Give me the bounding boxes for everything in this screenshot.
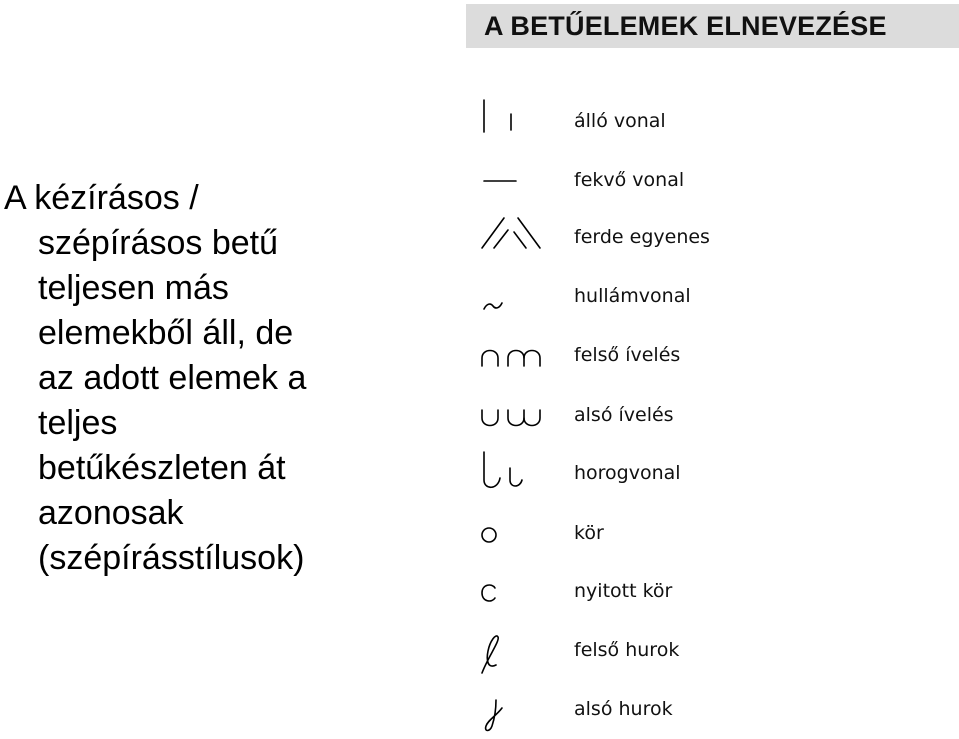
element-row-horizontal-line [470, 157, 959, 207]
element-label: hullámvonal [574, 285, 691, 307]
element-row-hook-line [470, 450, 959, 500]
description-line: elemekből áll, de [38, 314, 294, 352]
description-line: teljesen más [38, 269, 229, 307]
element-label: alsó hurok [574, 698, 673, 720]
description-line: (szépírásstílusok) [38, 539, 305, 577]
open-circle-icon [478, 568, 558, 618]
lower-arch-icon [478, 392, 558, 442]
element-row-lower-arch [470, 392, 959, 442]
element-label: horogvonal [574, 462, 681, 484]
element-label: nyitott kör [574, 580, 673, 602]
element-label: kör [574, 522, 604, 544]
element-row-upper-arch [470, 332, 959, 382]
element-label: ferde egyenes [574, 226, 710, 248]
hook-line-icon [478, 450, 558, 500]
element-label: felső ívelés [574, 344, 681, 366]
slanted-line-icon [478, 214, 558, 264]
description-line: azonosak [38, 494, 184, 532]
element-label: alsó ívelés [574, 404, 674, 426]
element-label: felső hurok [574, 639, 680, 661]
vertical-line-icon [478, 98, 558, 148]
element-row-lower-loop [470, 686, 959, 736]
element-label: álló vonal [574, 110, 666, 132]
element-row-upper-loop [470, 627, 959, 677]
element-row-open-circle [470, 568, 959, 618]
element-row-slanted-line [470, 214, 959, 264]
element-row-vertical-line [470, 98, 959, 148]
wave-line-icon [478, 273, 558, 323]
description-line: teljes [38, 404, 118, 442]
element-label: fekvő vonal [574, 169, 685, 191]
element-row-wave-line [470, 273, 959, 323]
description-text [4, 176, 444, 581]
description-line: szépírásos betű [38, 224, 279, 262]
upper-arch-icon [478, 332, 558, 382]
upper-loop-icon [478, 627, 558, 677]
element-row-circle [470, 510, 959, 560]
title-banner [466, 4, 959, 48]
description-line: A kézírásos / [4, 179, 199, 217]
circle-icon [478, 510, 558, 560]
description-line: az adott elemek a [38, 359, 307, 397]
horizontal-line-icon [478, 157, 558, 207]
lower-loop-icon [478, 686, 558, 736]
page-title: A BETŰELEMEK ELNEVEZÉSE [484, 11, 887, 41]
description-line: betűkészleten át [38, 449, 286, 487]
